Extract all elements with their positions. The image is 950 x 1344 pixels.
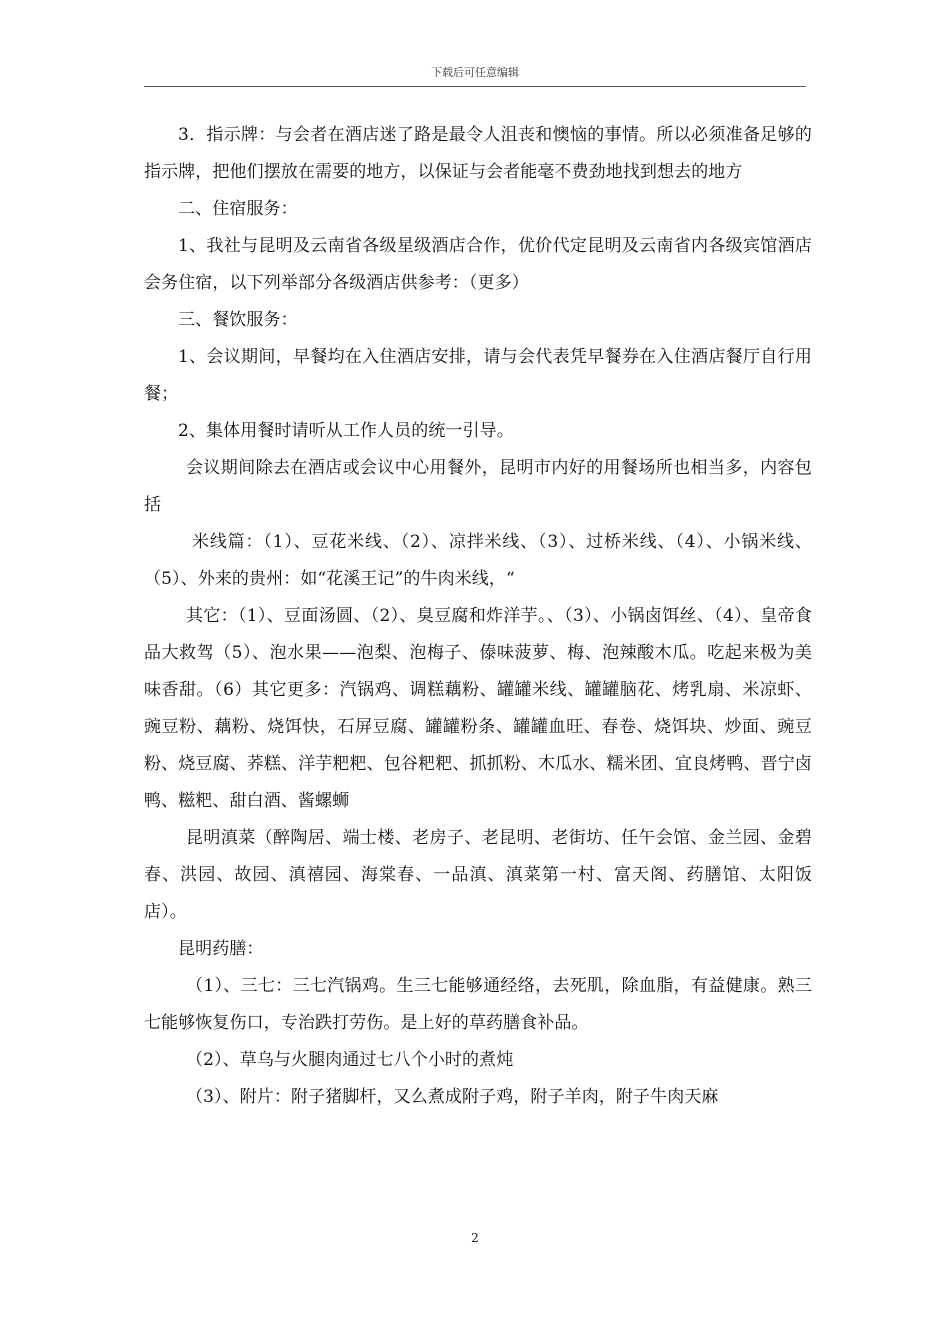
paragraph-dining-intro: 会议期间除去在酒店或会议中心用餐外，昆明市内好的用餐场所也相当多，内容包括 (144, 458, 812, 515)
paragraph-yunnan-cuisine: 昆明滇菜（醉陶居、端士楼、老房子、老昆明、老街坊、任午会馆、金兰园、金碧春、洪园、故园、滇禧园、海棠春、一品滇、滇菜第一村、富天阁、药膳馆、太阳饭店）。 (144, 828, 812, 922)
paragraph-caowu: （2）、草乌与火腿肉通过七八个小时的煮炖 (186, 1050, 514, 1070)
section-heading-accommodation: 二、住宿服务： (178, 199, 298, 219)
paragraph-other-foods: 其它：（1）、豆面汤圆、（2）、臭豆腐和炸洋芋。、（3）、小锅卤饵丝、（4）、皇帝食品大救驾（5）、泡水果——泡梨、泡梅子、傣味菠萝、梅、泡辣酸木瓜。吃起来极为美味香甜。（6）其它更多：汽锅鸡、调糕藕粉、罐罐米线、罐罐脑花、烤乳扇、米凉虾、豌豆粉、藕粉、烧饵快，石屏豆腐、罐罐粉条、罐罐血旺、春卷、烧饵块、炒面、豌豆粉、烧豆腐、荞糕、洋芋粑粑、包谷粑粑、抓抓粉、木瓜水、糯米团、宜良烤鸭、晋宁卤鸭、糍粑、甜白酒、酱螺蛳 (144, 606, 812, 811)
paragraph-group-dining: 2、集体用餐时请听从工作人员的统一引导。 (178, 421, 514, 441)
paragraph-sanqi: （1）、三七：三七汽锅鸡。生三七能够通经络，去死肌，除血脂，有益健康。熟三七能够恢复伤口，专治跌打劳伤。是上好的草药膳食补品。 (144, 976, 812, 1033)
paragraph-fupian: （3）、附片：附子猪脚杆，又么煮成附子鸡，附子羊肉，附子牛肉天麻 (186, 1087, 719, 1107)
paragraph-rice-noodles: 米线篇：（1）、豆花米线、（2）、凉拌米线、（3）、过桥米线、（4）、小锅米线、（5）、外来的贵州：如“花溪王记”的牛肉米线，“ (144, 532, 812, 589)
section-heading-medicinal-diet: 昆明药膳： (178, 939, 264, 959)
paragraph-breakfast: 1、会议期间，早餐均在入住酒店安排，请与会代表凭早餐券在入住酒店餐厅自行用餐； (144, 347, 812, 404)
paragraph-signage: 3．指示牌：与会者在酒店迷了路是最令人沮丧和懊恼的事情。所以必须准备足够的指示牌，把他们摆放在需要的地方，以保证与会者能毫不费劲地找到想去的地方 (144, 125, 812, 182)
document-body (144, 117, 812, 1116)
section-heading-catering: 三、餐饮服务： (178, 310, 298, 330)
page-number: 2 (471, 1231, 479, 1245)
page-header: 下载后可任意编辑 (431, 66, 519, 79)
header-divider (144, 86, 806, 87)
paragraph-hotels: 1、我社与昆明及云南省各级星级酒店合作，优价代定昆明及云南省内各级宾馆酒店会务住宿，以下列举部分各级酒店供参考：（更多） (144, 236, 812, 293)
